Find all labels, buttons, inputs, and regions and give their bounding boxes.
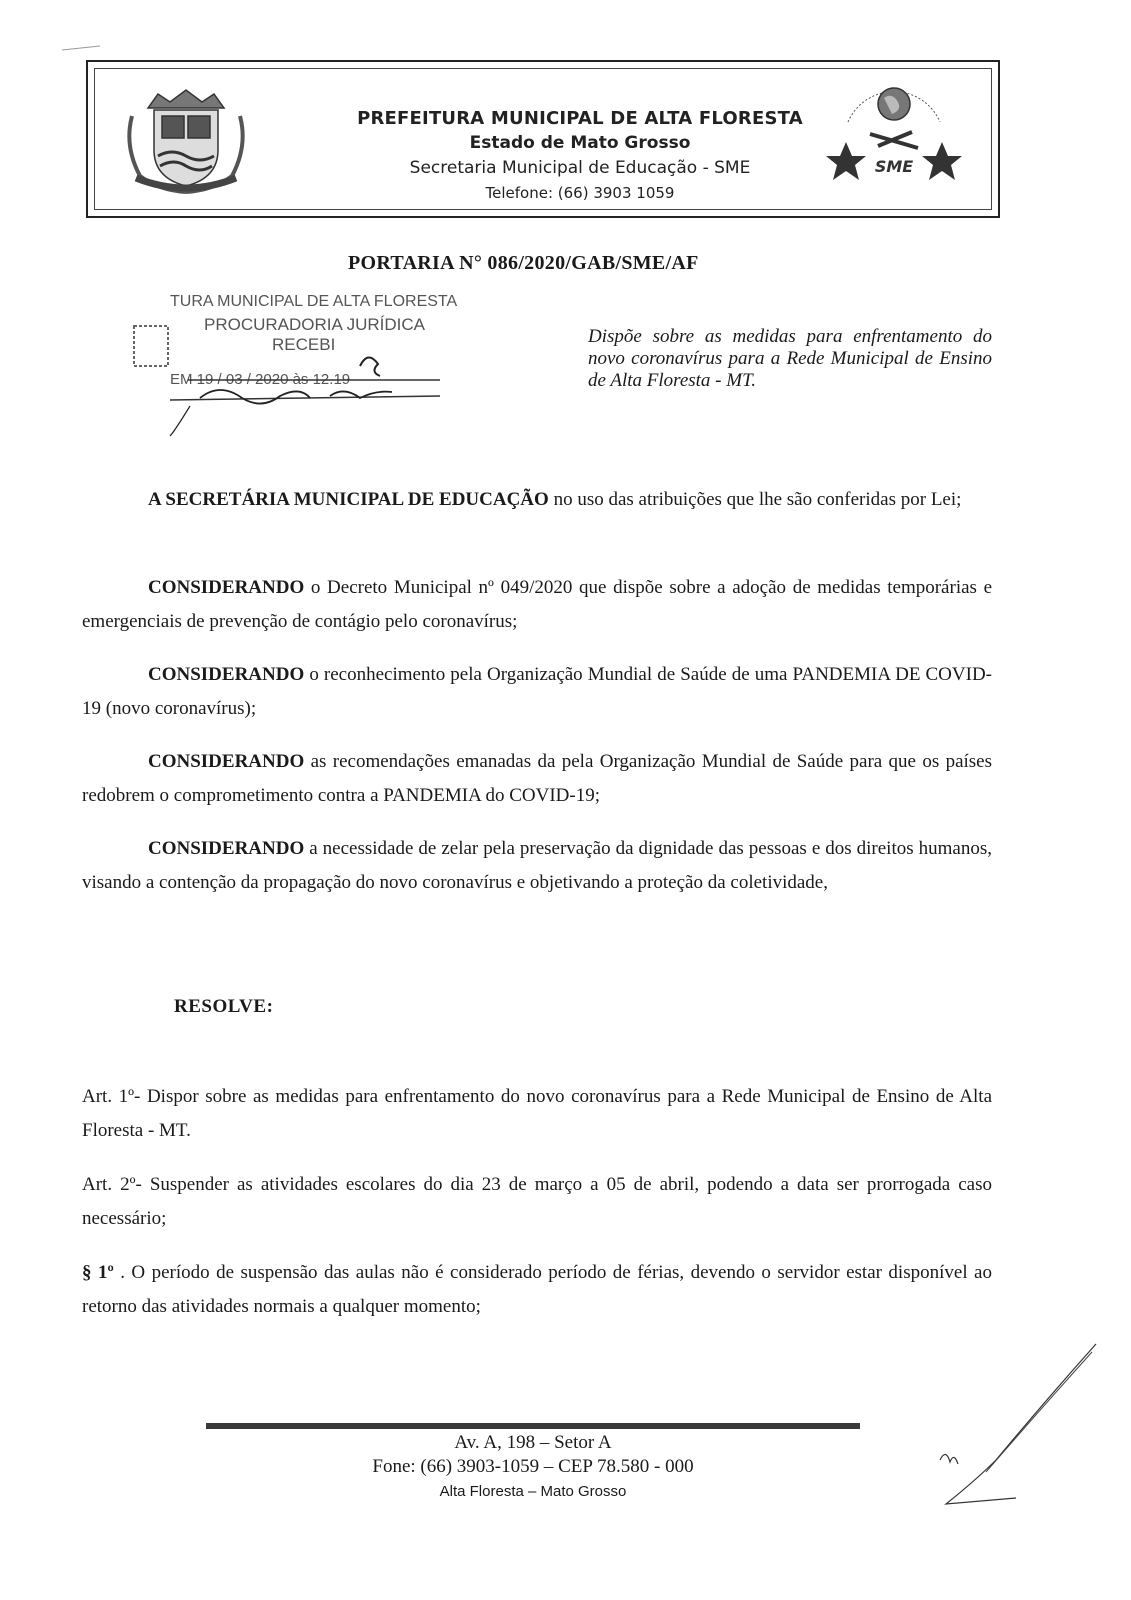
- paragraph-1: [82, 1256, 992, 1324]
- footer-phone: Fone: (66) 3903-1059 – CEP 78.580 - 000: [372, 1456, 694, 1477]
- paragraph-label: § 1º: [82, 1262, 114, 1283]
- considerando-3: [82, 745, 992, 813]
- considerando-text: o reconhecimento pela Organização Mundial de Saúde de uma PANDEMIA DE COVID-19 (novo coronavírus);: [82, 664, 992, 719]
- portaria-title: PORTARIA N° 086/2020/GAB/SME/AF: [348, 252, 699, 274]
- sme-logo-text: SME: [874, 157, 914, 176]
- considerando-text: as recomendações emanadas da pela Organização Mundial de Saúde para que os países redobrem o comprometimento contra a PANDEMIA do COVID-19;: [82, 751, 992, 806]
- considerando-2: [82, 658, 992, 726]
- footer-rule: [206, 1423, 860, 1429]
- department-phone: Telefone: (66) 3903 1059: [485, 184, 675, 202]
- considerando-label: CONSIDERANDO: [148, 838, 305, 859]
- stamp-line-4: EM 19 / 03 / 2020 às 12.19: [170, 371, 351, 388]
- sme-logo-icon: [826, 72, 962, 190]
- considerando-text: o Decreto Municipal nº 049/2020 que dispõe sobre a adoção de medidas temporárias e emergenciais de prevenção de contágio pelo coronavírus;: [82, 577, 992, 632]
- considerando-label: CONSIDERANDO: [148, 577, 305, 598]
- considerando-label: CONSIDERANDO: [148, 664, 305, 685]
- considerando-4: [82, 832, 992, 900]
- state-name: Estado de Mato Grosso: [469, 133, 691, 153]
- considerando-1: [82, 571, 992, 639]
- intro-text: no uso das atribuições que lhe são conferidas por Lei;: [548, 489, 962, 510]
- letterhead-text: [300, 106, 860, 206]
- intro-paragraph: [82, 483, 992, 517]
- footer-address: Av. A, 198 – Setor A: [454, 1432, 612, 1453]
- signature-initials: [906, 1340, 1106, 1520]
- stamp-line-1: TURA MUNICIPAL DE ALTA FLORESTA: [170, 293, 458, 310]
- article-2: Art. 2º- Suspender as atividades escolares do dia 23 de março a 05 de abril, podendo a data ser prorrogada caso necessário;: [82, 1174, 992, 1229]
- stamp-line-3: RECEBI: [272, 335, 336, 354]
- footer-city: Alta Floresta – Mato Grosso: [439, 1483, 627, 1500]
- article-1: Art. 1º- Dispor sobre as medidas para enfrentamento do novo coronavírus para a Rede Municipal de Ensino de Alta Floresta - MT.: [82, 1086, 992, 1141]
- secretary-label: A SECRETÁRIA MUNICIPAL DE EDUCAÇÃO: [148, 489, 549, 510]
- department-name: Secretaria Municipal de Educação - SME: [409, 158, 751, 178]
- considerando-label: CONSIDERANDO: [148, 751, 305, 772]
- resolve-heading: RESOLVE:: [174, 996, 274, 1017]
- stamp-line-2: PROCURADORIA JURÍDICA: [204, 315, 426, 334]
- receipt-stamp: [130, 286, 460, 446]
- paragraph-text: . O período de suspensão das aulas não é considerado período de férias, devendo o servidor estar disponível ao retorno das atividades normais a qualquer momento;: [82, 1262, 992, 1317]
- ementa: Dispõe sobre as medidas para enfrentamento do novo coronavírus para a Rede Municipal de Ensino de Alta Floresta - MT.: [588, 326, 992, 391]
- municipality-name: PREFEITURA MUNICIPAL DE ALTA FLORESTA: [357, 108, 803, 129]
- scan-mark: [60, 36, 120, 56]
- coat-of-arms-icon: [118, 86, 254, 196]
- considerando-text: a necessidade de zelar pela preservação da dignidade das pessoas e dos direitos humanos, visando a contenção da propagação do novo coronavírus e objetivando a proteção da coletividade,: [82, 838, 992, 893]
